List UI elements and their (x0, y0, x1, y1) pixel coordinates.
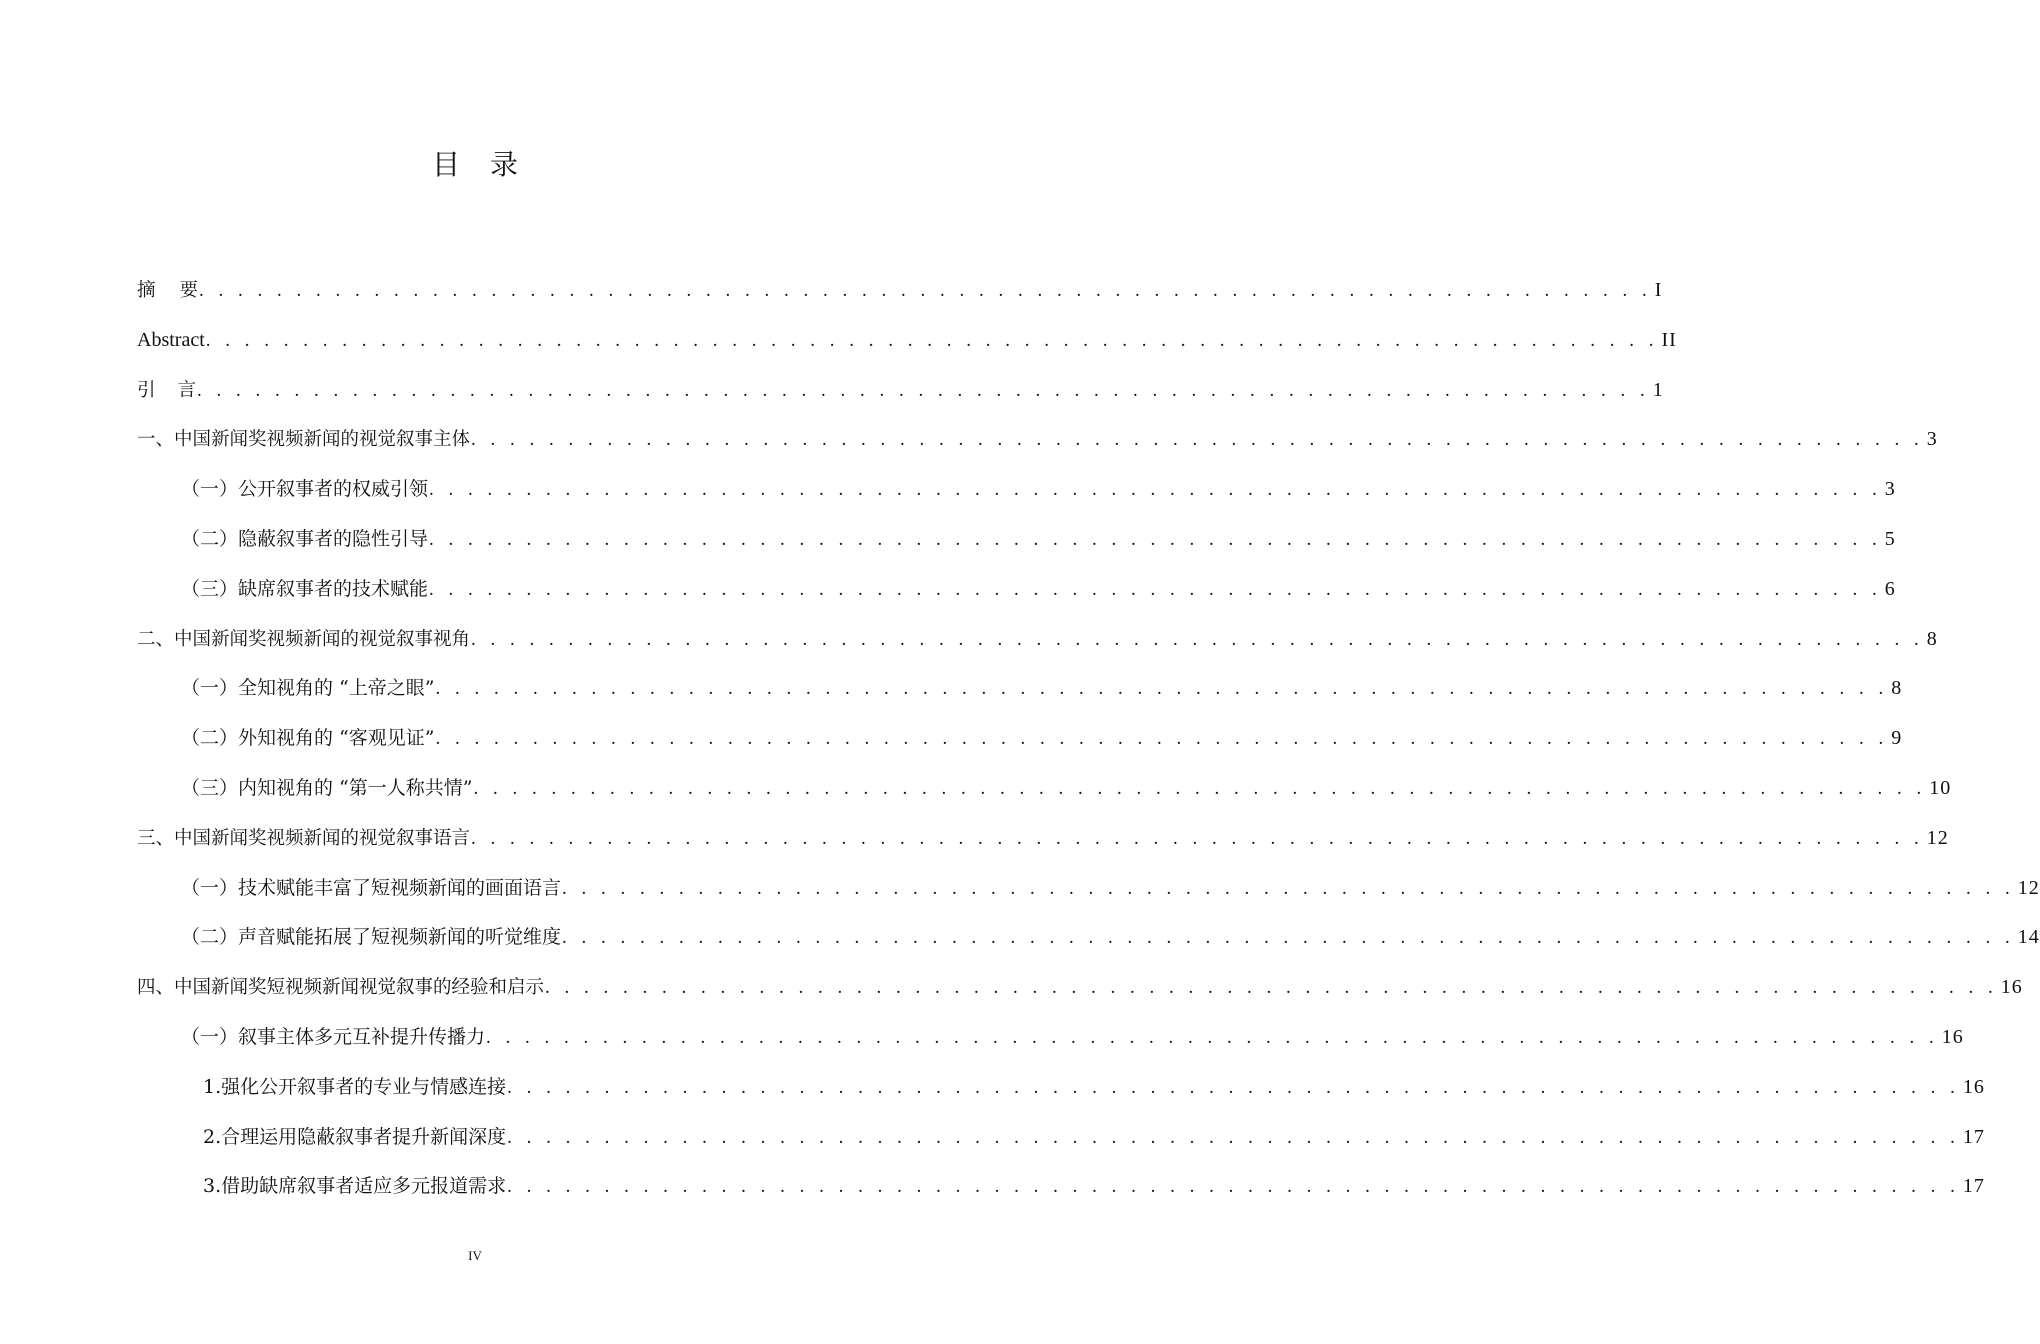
toc-entry-page: 16 (1941, 1025, 1964, 1048)
toc-entry-page: 12 (1926, 826, 1949, 849)
toc-entry-title: 摘要 (137, 280, 199, 301)
toc-entry-section-1-1[interactable] (137, 469, 1896, 519)
toc-dot-leader: . . . . . . . . . . . . . . . . . . . . . . . . . . . . . . . . . . . . . . . . . . . . . . . . . . . . . . . . . . . . . . . . . . . . . . . . . . . (429, 479, 1882, 501)
toc-dot-leader: . . . . . . . . . . . . . . . . . . . . . . . . . . . . . . . . . . . . . . . . . . . . . . . . . . . . . . . . . . . . . . . . . . . . . . . . . . . (435, 728, 1889, 750)
toc-entry-title: 2.合理运用隐蔽叙事者提升新闻深度 (203, 1125, 507, 1148)
table-of-contents (137, 270, 2040, 1216)
toc-entry-chapter-1[interactable] (137, 419, 1938, 469)
toc-entry-section-1-3[interactable] (137, 569, 1896, 619)
page-title: 目录 (431, 148, 548, 181)
toc-dot-leader: . . . . . . . . . . . . . . . . . . . . . . . . . . . . . . . . . . . . . . . . . . . . . . . . . . . . . . . . . . . . . . . . . . . . . . . . . . . (205, 329, 1659, 351)
toc-entry-section-3-2[interactable] (137, 917, 2040, 967)
toc-dot-leader: . . . . . . . . . . . . . . . . . . . . . . . . . . . . . . . . . . . . . . . . . . . . . . . . . . . . . . . . . . . . . . . . . . . . . . . . . . . (562, 927, 2015, 949)
toc-entry-subsection-4-1-3[interactable] (137, 1166, 1985, 1216)
toc-dot-leader: . . . . . . . . . . . . . . . . . . . . . . . . . . . . . . . . . . . . . . . . . . . . . . . . . . . . . . . . . . . . . . . . . . . . . . . . . . . (471, 827, 1924, 849)
toc-entry-section-2-2[interactable] (137, 718, 1903, 768)
toc-entry-title: （一）技术赋能丰富了短视频新闻的画面语言 (181, 876, 562, 899)
toc-entry-section-4-1[interactable] (137, 1017, 1964, 1067)
toc-entry-page: 10 (1929, 776, 1952, 799)
toc-entry-page: 9 (1891, 727, 1903, 750)
toc-dot-leader: . . . . . . . . . . . . . . . . . . . . . . . . . . . . . . . . . . . . . . . . . . . . . . . . . . . . . . . . . . . . . . . . . . . . . . . . . . . (507, 1126, 1960, 1148)
toc-entry-page: 6 (1884, 577, 1896, 600)
toc-entry-title: 二、中国新闻奖视频新闻的视觉叙事视角 (137, 628, 471, 650)
toc-entry-title: 四、中国新闻奖短视频新闻视觉叙事的经验和启示 (137, 977, 545, 999)
toc-entry-title: Abstract (137, 328, 205, 351)
toc-entry-title: 3.借助缺席叙事者适应多元报道需求 (203, 1175, 507, 1198)
toc-entry-section-1-2[interactable] (137, 519, 1896, 569)
toc-entry-title: （三）内知视角的 “第一人称共情” (181, 776, 473, 799)
toc-entry-title: （三）缺席叙事者的技术赋能 (181, 577, 429, 600)
toc-entry-page: 16 (2000, 976, 2023, 999)
toc-entry-page: 3 (1926, 428, 1938, 451)
toc-dot-leader: . . . . . . . . . . . . . . . . . . . . . . . . . . . . . . . . . . . . . . . . . . . . . . . . . . . . . . . . . . . . . . . . . . . . . . . . . . . (562, 877, 2015, 899)
toc-entry-page: 17 (1962, 1125, 1985, 1148)
toc-entry-page: I (1654, 279, 1663, 301)
toc-entry-chapter-3[interactable] (137, 818, 1949, 868)
toc-dot-leader: . . . . . . . . . . . . . . . . . . . . . . . . . . . . . . . . . . . . . . . . . . . . . . . . . . . . . . . . . . . . . . . . . . . . . . . . . . . (429, 578, 1882, 600)
toc-entry-title: （一）叙事主体多元互补提升传播力 (181, 1025, 486, 1048)
toc-entry-title: 一、中国新闻奖视频新闻的视觉叙事主体 (137, 429, 471, 451)
toc-dot-leader: . . . . . . . . . . . . . . . . . . . . . . . . . . . . . . . . . . . . . . . . . . . . . . . . . . . . . . . . . . . . . . . . . . . . . . . . . . . (473, 777, 1927, 799)
footer-page-number: IV (468, 1248, 482, 1263)
toc-entry-page: 12 (2017, 876, 2040, 899)
toc-entry-title: 1.强化公开叙事者的专业与情感连接 (203, 1075, 507, 1098)
toc-entry-section-3-1[interactable] (137, 868, 2040, 918)
toc-entry-page: II (1661, 328, 1677, 351)
toc-entry-page: 14 (2017, 926, 2040, 949)
toc-entry-title: （二）外知视角的 “客观见证” (181, 727, 435, 750)
toc-entry-page: 8 (1891, 677, 1903, 700)
toc-dot-leader: . . . . . . . . . . . . . . . . . . . . . . . . . . . . . . . . . . . . . . . . . . . . . . . . . . . . . . . . . . . . . . . . . . . . . . . . . . . (435, 678, 1889, 700)
toc-entry-title: 引言 (137, 379, 197, 401)
toc-dot-leader: . . . . . . . . . . . . . . . . . . . . . . . . . . . . . . . . . . . . . . . . . . . . . . . . . . . . . . . . . . . . . . . . . . . . . . . . . . . (545, 977, 1998, 999)
toc-dot-leader: . . . . . . . . . . . . . . . . . . . . . . . . . . . . . . . . . . . . . . . . . . . . . . . . . . . . . . . . . . . . . . . . . . . . . . . . . . . (199, 280, 1652, 301)
toc-entry-page: 17 (1962, 1175, 1985, 1198)
toc-entry-chapter-4[interactable] (137, 967, 2023, 1017)
toc-entry-abstract-cn[interactable] (137, 270, 1663, 320)
toc-entry-title: （一）全知视角的 “上帝之眼” (181, 677, 435, 700)
toc-entry-abstract-en[interactable] (137, 320, 1677, 370)
toc-dot-leader: . . . . . . . . . . . . . . . . . . . . . . . . . . . . . . . . . . . . . . . . . . . . . . . . . . . . . . . . . . . . . . . . . . . . . . . . . . . (507, 1076, 1960, 1098)
toc-entry-subsection-4-1-1[interactable] (137, 1067, 1985, 1117)
toc-entry-title: （二）声音赋能拓展了短视频新闻的听觉维度 (181, 926, 562, 949)
toc-entry-page: 1 (1652, 378, 1664, 401)
toc-dot-leader: . . . . . . . . . . . . . . . . . . . . . . . . . . . . . . . . . . . . . . . . . . . . . . . . . . . . . . . . . . . . . . . . . . . . . . . . . . . (471, 628, 1924, 650)
toc-entry-section-2-3[interactable] (137, 768, 1952, 818)
toc-entry-introduction[interactable] (137, 370, 1664, 420)
toc-entry-section-2-1[interactable] (137, 668, 1903, 718)
toc-dot-leader: . . . . . . . . . . . . . . . . . . . . . . . . . . . . . . . . . . . . . . . . . . . . . . . . . . . . . . . . . . . . . . . . . . . . . . . . . . . (486, 1026, 1939, 1048)
toc-dot-leader: . . . . . . . . . . . . . . . . . . . . . . . . . . . . . . . . . . . . . . . . . . . . . . . . . . . . . . . . . . . . . . . . . . . . . . . . . . . (429, 528, 1882, 550)
toc-entry-page: 16 (1962, 1075, 1985, 1098)
toc-entry-title: （一）公开叙事者的权威引领 (181, 478, 429, 501)
toc-entry-page: 5 (1884, 527, 1896, 550)
toc-entry-title: （二）隐蔽叙事者的隐性引导 (181, 527, 429, 550)
toc-dot-leader: . . . . . . . . . . . . . . . . . . . . . . . . . . . . . . . . . . . . . . . . . . . . . . . . . . . . . . . . . . . . . . . . . . . . . . . . . . . (471, 429, 1924, 451)
toc-entry-page: 8 (1926, 627, 1938, 650)
toc-dot-leader: . . . . . . . . . . . . . . . . . . . . . . . . . . . . . . . . . . . . . . . . . . . . . . . . . . . . . . . . . . . . . . . . . . . . . . . . . . . (507, 1176, 1960, 1198)
toc-dot-leader: . . . . . . . . . . . . . . . . . . . . . . . . . . . . . . . . . . . . . . . . . . . . . . . . . . . . . . . . . . . . . . . . . . . . . . . . . . . (197, 379, 1650, 401)
toc-entry-title: 三、中国新闻奖视频新闻的视觉叙事语言 (137, 827, 471, 849)
toc-entry-page: 3 (1884, 478, 1896, 501)
toc-entry-chapter-2[interactable] (137, 619, 1938, 669)
toc-entry-subsection-4-1-2[interactable] (137, 1117, 1985, 1167)
